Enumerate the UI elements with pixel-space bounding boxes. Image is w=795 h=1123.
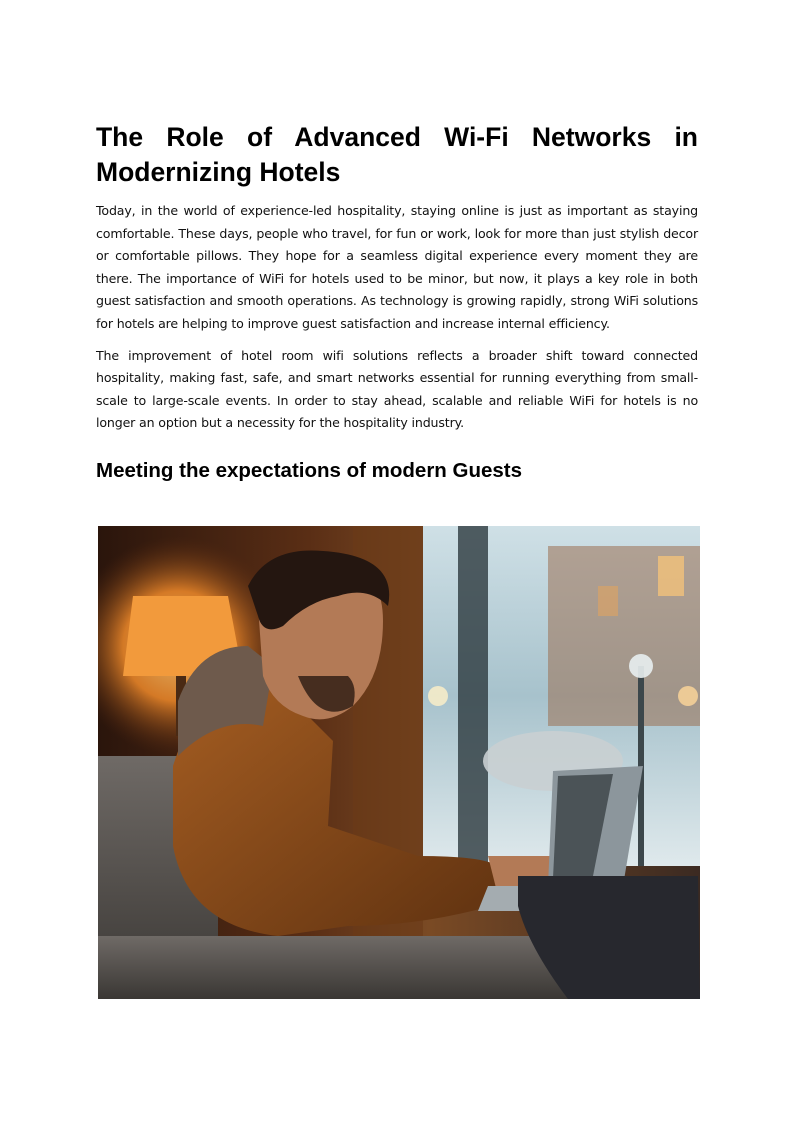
second-paragraph: The improvement of hotel room wifi solutions reflects a broader shift toward connected hospitality, making fast, safe, and smart networks essential for running everything from small-scale to large-scale events. In order to stay ahead, scalable and reliable WiFi for hotels is no longer an option but a necessity for the hospitality industry. [96, 347, 698, 431]
hotel-guest-laptop-photo [98, 526, 700, 999]
section-heading: Meeting the expectations of modern Guests [96, 458, 523, 482]
intro-paragraph: Today, in the world of experience-led hospitality, staying online is just as important as staying comfortable. These days, people who travel, for fun or work, look for more than just stylish decor or comfortable pillows. They hope for a seamless digital experience every moment they are there. The importance of WiFi for hotels used to be minor, but now, it plays a key role in both guest satisfaction and smooth operations. As technology is growing rapidly, strong WiFi solutions for hotels are helping to improve guest satisfaction and increase internal efficiency. [96, 203, 698, 331]
document-page [96, 120, 698, 497]
article-title: The Role of Advanced Wi-Fi Networks in Modernizing Hotels [96, 122, 698, 187]
